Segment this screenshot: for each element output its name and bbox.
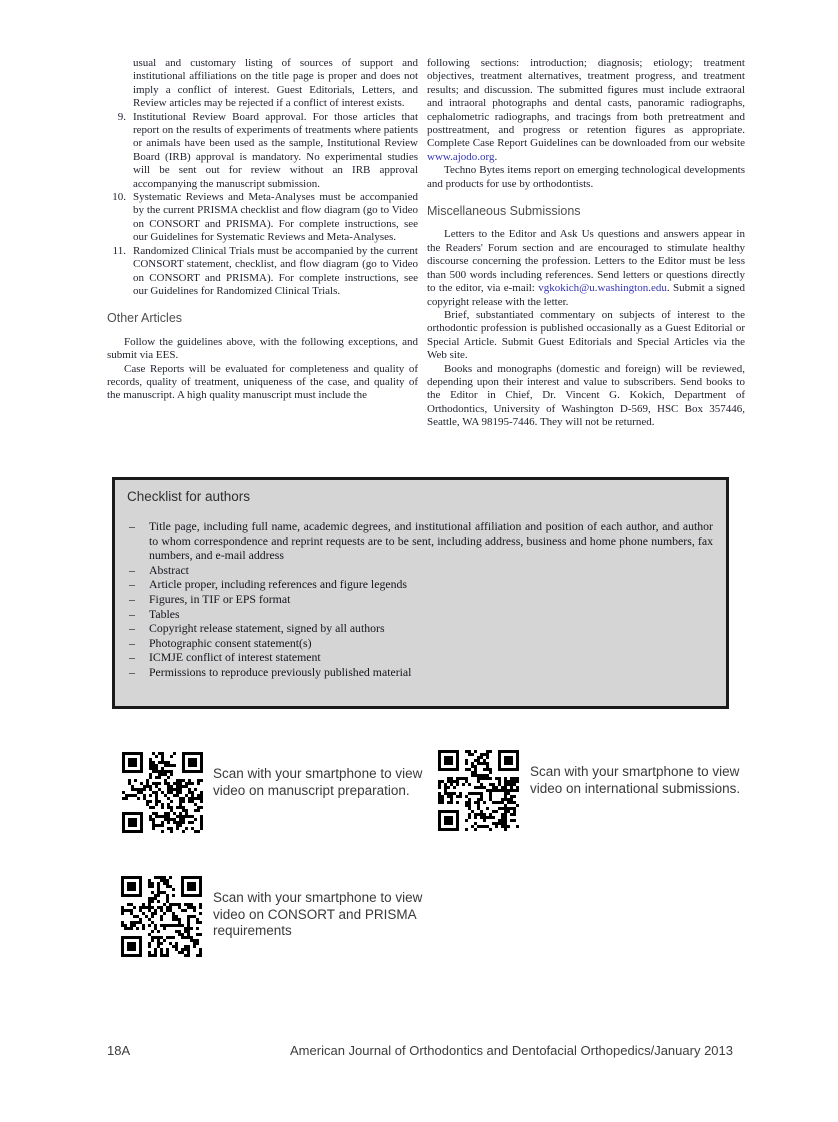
paragraph-text: Letters to the Editor and Ask Us questions and answers appear in the Readers' Forum section and are encouraged to stimulate healthy discourse concerning the profession. Letters to the Editor must be less than 500 words including references. Send letters or questions directly to the editor, via e-mail: — [427, 228, 745, 295]
paragraph-text: . Submit a signed copyright release with the letter. — [427, 282, 745, 308]
qr-code-manuscript-preparation — [122, 752, 203, 833]
qr-section-international-submissions — [438, 750, 741, 831]
checklist-item: – Permissions to reproduce previously published material — [127, 665, 713, 680]
other-articles-heading: Other Articles — [107, 311, 183, 326]
checklist-item: – Photographic consent statement(s) — [127, 636, 713, 651]
numbered-item-9 — [117, 110, 418, 191]
left-column — [107, 57, 418, 430]
checklist-item: – Abstract — [127, 563, 713, 578]
numbered-item-10 — [112, 191, 418, 245]
qr-caption: Scan with your smartphone to view video on manuscript preparation. — [213, 766, 423, 798]
books-monographs-paragraph: Books and monographs (domestic and foreign) will be reviewed, depending upon their interest and value to subscribers. Send books to the Editor in Chief, Dr. Vincent G. Kokich, Department of Orthodontics, University of Washington D-569, HSC Box 357446, Seattle, WA 98195-7446. They will not be returned. — [427, 362, 745, 429]
qr-code-consort-prisma — [121, 876, 202, 957]
qr-caption: Scan with your smartphone to view video on CONSORT and PRISMA requirements — [213, 890, 423, 938]
footer-page-number: 18A — [107, 1043, 131, 1058]
case-report-continuation-paragraph — [427, 57, 745, 164]
checklist-item: – ICMJE conflict of interest statement — [127, 650, 713, 665]
intro-continuation-paragraph: usual and customary listing of sources of support and institutional affiliations on the title page is proper and does not imply a conflict of interest. Guest Editorials, Letters, and Review articles may be rejected if a conflict of interest exists. — [133, 57, 418, 110]
paragraph-text: following sections: introduction; diagnosis; etiology; treatment objectives, treatment alternatives, treatment progress, and treatment results; and discussion. The submitted figures must include extraoral and intraoral photographs and dental casts, panoramic radiographs, cephalometric radiographs, and tracings from both pretreatment and posttreatment, and progress or retention figures as appropriate. Complete Case Report Guidelines can be downloaded from our website — [427, 57, 745, 150]
follow-guidelines-paragraph: Follow the guidelines above, with the following exceptions, and submit via EES. — [107, 335, 418, 362]
paragraph-text: . — [494, 150, 498, 163]
item-text: Institutional Review Board approval. For those articles that report on the results of experiments of treatments where patients or animals have been used as the sample, Institutional Review Board (IRB) approval is mandatory. No experimental studies will be sent out for review without an IRB approval accompanying the manuscript submission. — [133, 110, 418, 190]
checklist-item: – Tables — [127, 607, 713, 622]
item-number: 11. — [112, 244, 126, 257]
item-text: Randomized Clinical Trials must be accompanied by the current CONSORT statement, checklist, and flow diagram (go to Video on CONSORT and PRISMA). For complete instructions, see our Guidelines for Randomized Clinical Trials. — [133, 244, 418, 297]
techno-bytes-paragraph: Techno Bytes items report on emerging technological developments and products for use by orthodontists. — [427, 164, 745, 190]
item-number: 10. — [112, 191, 126, 204]
qr-section-consort-prisma — [121, 876, 423, 957]
qr-code-international-submissions — [438, 750, 519, 831]
qr-section-manuscript-preparation — [122, 752, 423, 833]
footer-journal-line: American Journal of Orthodontics and Dentofacial Orthopedics/January 2013 — [290, 1043, 733, 1058]
qr-caption: Scan with your smartphone to view video on international submissions. — [530, 764, 741, 796]
checklist-title: Checklist for authors — [127, 489, 251, 504]
case-reports-paragraph: Case Reports will be evaluated for completeness and quality of records, quality of treatment, uniqueness of the case, and quality of the manuscript. A high quality manuscript must include the — [107, 362, 418, 402]
checklist-item: – Figures, in TIF or EPS format — [127, 592, 713, 607]
item-number: 9. — [117, 110, 126, 123]
checklist-for-authors-box — [112, 477, 729, 709]
guest-editorial-paragraph: Brief, substantiated commentary on subjects of interest to the orthodontic profession is published occasionally as a Guest Editorial or Special Article. Submit Guest Editorials and Special Articles via the Web site. — [427, 308, 745, 362]
letters-paragraph — [427, 228, 745, 308]
checklist-item: – Title page, including full name, academic degrees, and institutional affiliation and position of each author, and author to whom correspondence and reprint requests are to be sent, including address, business and home phone numbers, fax numbers, and e-mail address — [127, 519, 713, 563]
checklist-items — [127, 519, 713, 680]
numbered-item-11 — [112, 244, 418, 299]
ajodo-website-link[interactable]: www.ajodo.org — [427, 150, 495, 163]
two-column-text-area — [107, 57, 745, 430]
page-footer — [107, 1043, 733, 1058]
item-text: Systematic Reviews and Meta-Analyses must be accompanied by the current PRISMA checklist and flow diagram (go to Video on CONSORT and PRISMA). For complete instructions, see our Guidelines for Systematic Reviews and Meta-Analyses. — [133, 191, 418, 244]
editor-email-link[interactable]: vgkokich@u.washington.edu — [538, 282, 667, 295]
checklist-item: – Article proper, including references and figure legends — [127, 577, 713, 592]
miscellaneous-submissions-heading: Miscellaneous Submissions — [427, 204, 581, 219]
right-column — [427, 57, 745, 430]
checklist-item: – Copyright release statement, signed by all authors — [127, 621, 713, 636]
